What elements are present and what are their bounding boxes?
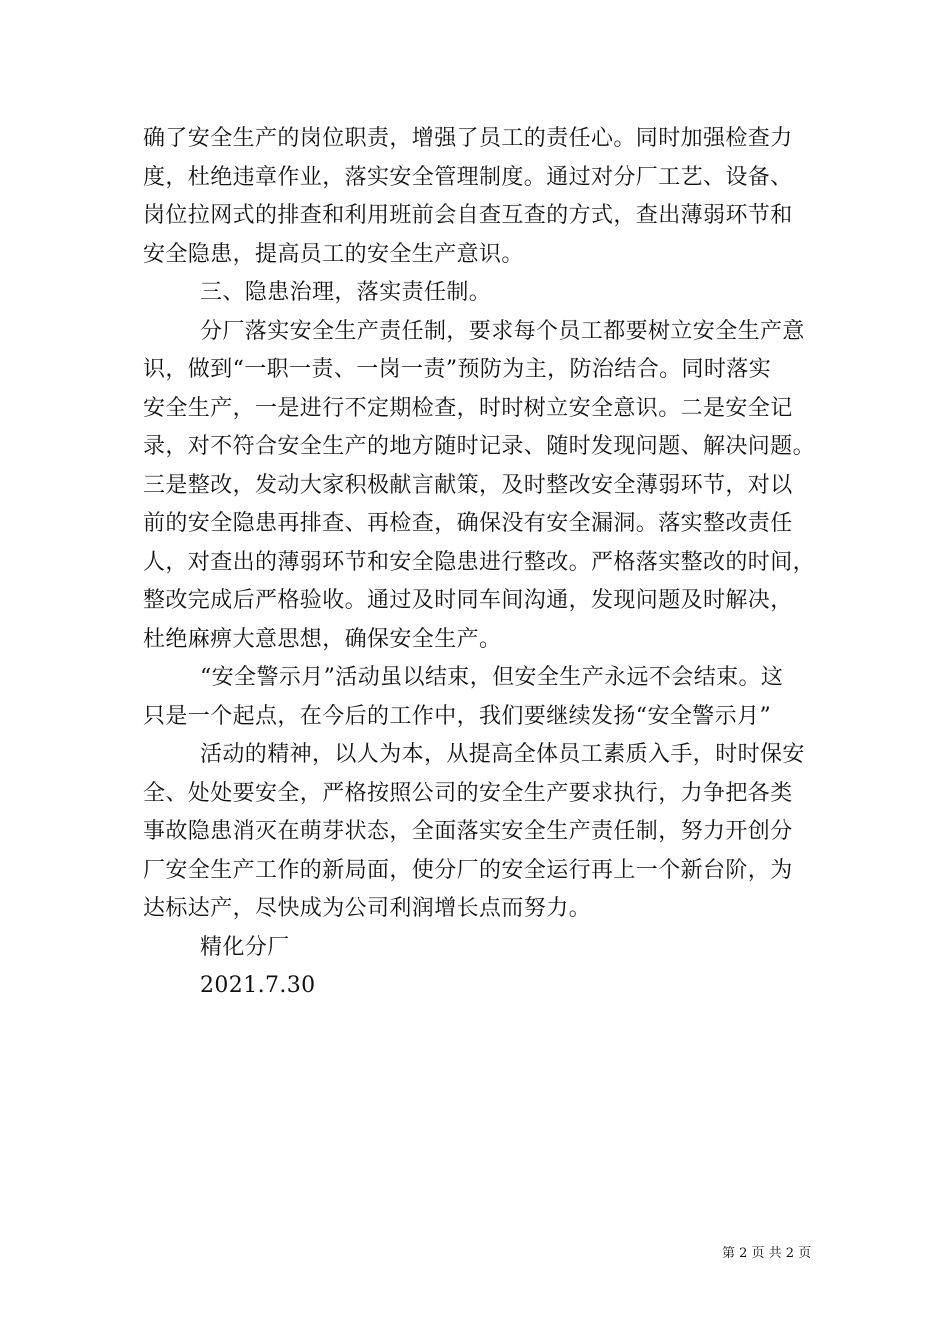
signature-organization: 精化分厂 [200,934,290,960]
text-line: 达标达产，尽快成为公司利润增长点而努力。 [143,896,592,921]
text-line: 厂安全生产工作的新局面，使分厂的安全运行再上一个新台阶，为 [143,857,793,883]
text-line: 录，对不符合安全生产的地方随时记录、随时发现问题、解决问题。 [143,434,816,459]
text-line: 识，做到“一职一责、一岗一责”预防为主，防治结合。同时落实 [143,357,772,382]
text-line: 分厂落实安全生产责任制，要求每个员工都要树立安全生产意 [200,318,805,344]
page-number-indicator: 第 2 页 共 2 页 [722,1246,812,1261]
text-line: 度，杜绝违章作业，落实安全管理制度。通过对分厂工艺、设备、 [143,164,793,190]
document-body [143,120,823,1006]
text-line: 安全生产，一是进行不定期检查，时时树立安全意识。二是安全记 [143,395,793,421]
text-line: 岗位拉网式的排查和利用班前会自查互查的方式，查出薄弱环节和 [143,203,793,228]
text-line: 活动的精神，以人为本，从提高全体员工素质入手，时时保安 [200,742,805,767]
text-line: “安全警示月”活动虽以结束，但安全生产永远不会结束。这 [200,665,784,690]
text-line: 杜绝麻痹大意思想，确保安全生产。 [143,626,502,652]
text-line: 人，对查出的薄弱环节和安全隐患进行整改。严格落实整改的时间， [143,549,816,575]
text-line: 确了安全生产的岗位职责，增强了员工的责任心。同时加强检查力 [143,126,793,151]
text-line: 安全隐患，提高员工的安全生产意识。 [143,241,524,267]
text-line: 全、处处要安全，严格按照公司的安全生产要求执行，力争把各类 [143,780,793,806]
text-line: 三是整改，发动大家积极献言献策，及时整改安全薄弱环节，对以 [143,472,793,498]
text-line: 整改完成后严格验收。通过及时同车间沟通，发现问题及时解决， [143,588,793,613]
text-line: 前的安全隐患再排查、再检查，确保没有安全漏洞。落实整改责任 [143,511,793,536]
signature-date: 2021.7.30 [200,973,316,998]
section-heading: 三、隐患治理，落实责任制。 [200,280,492,305]
text-line: 只是一个起点，在今后的工作中，我们要继续发扬“安全警示月” [143,703,772,729]
text-line: 事故隐患消灭在萌芽状态，全面落实安全生产责任制，努力开创分 [143,819,793,844]
